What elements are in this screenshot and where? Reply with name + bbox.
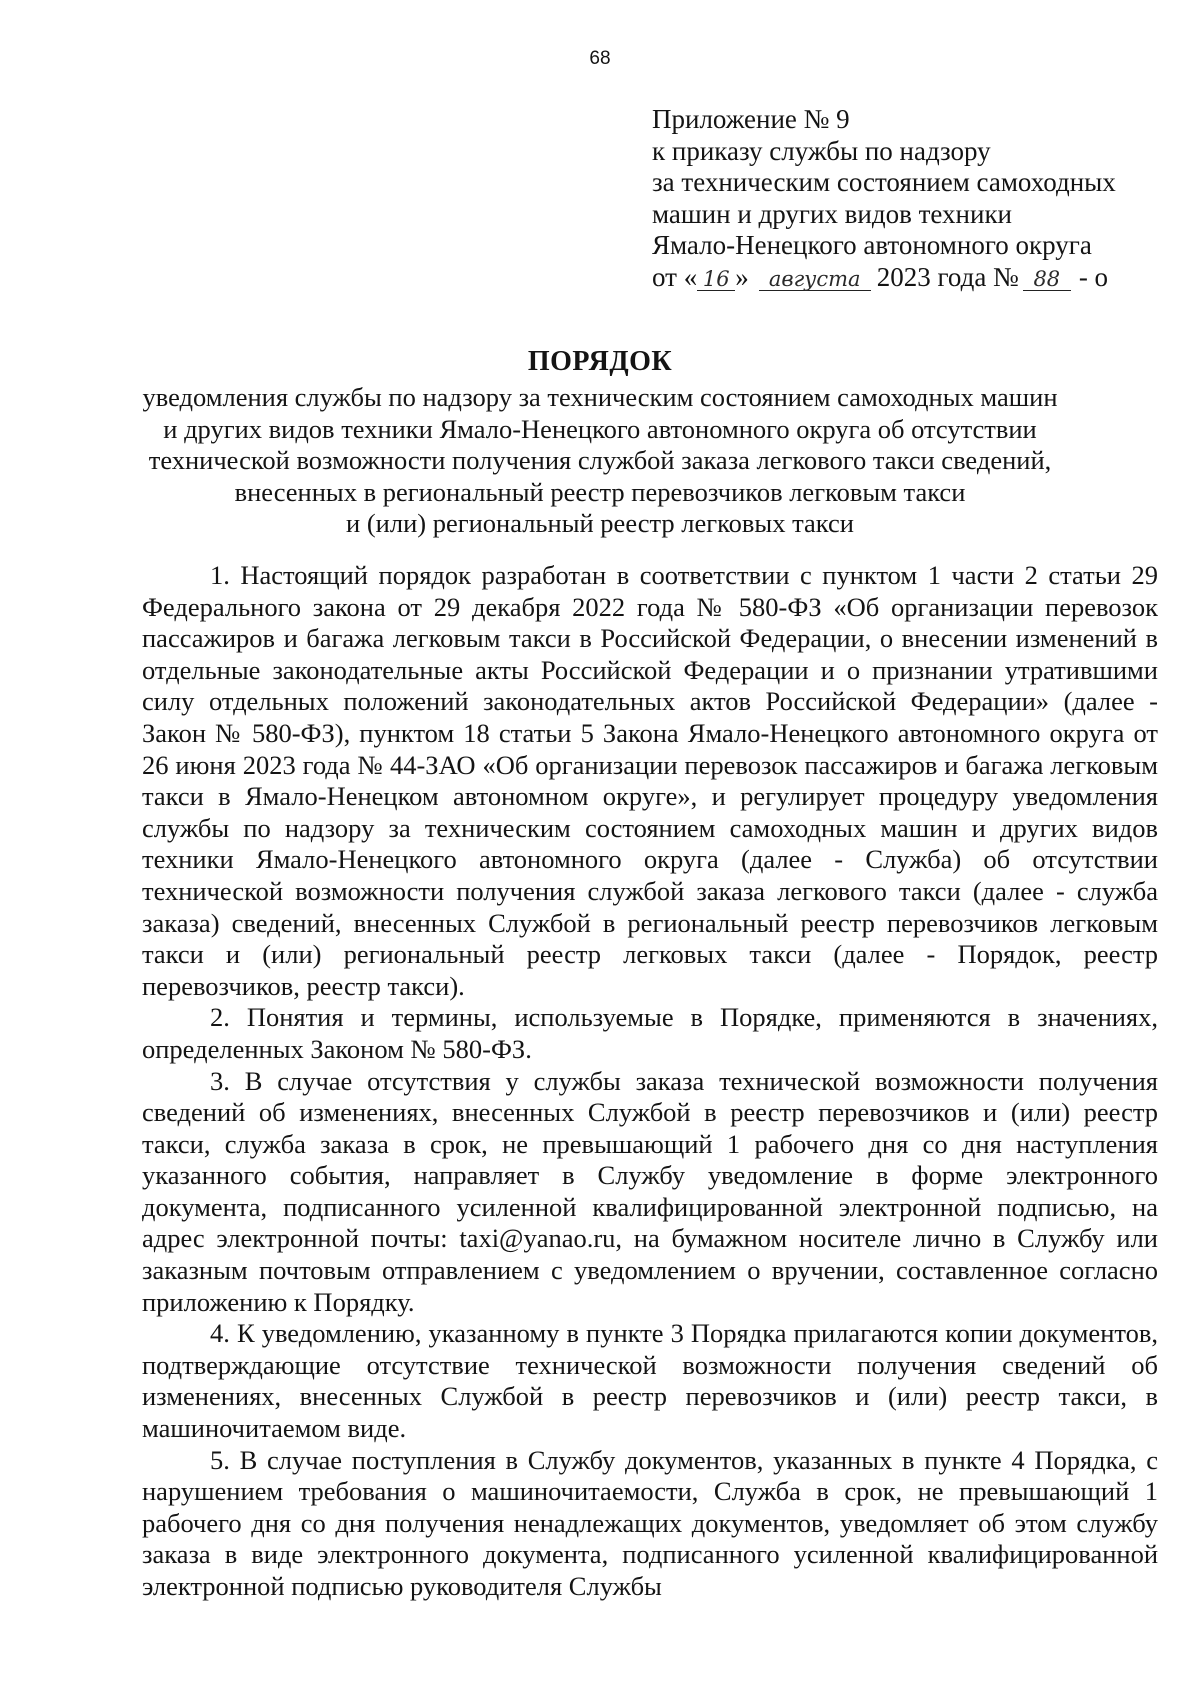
date-year: 2023 года №: [876, 261, 1019, 292]
document-subtitle: [140, 382, 1060, 540]
subtitle-line: и (или) региональный реестр легковых такси: [346, 508, 854, 538]
document-body: [142, 560, 1158, 1603]
subtitle-line: уведомления службы по надзору за техническим состоянием самоходных машин: [142, 382, 1058, 412]
appendix-line: Ямало-Ненецкого автономного округа: [652, 230, 1092, 260]
handwritten-order-number: 88: [1023, 268, 1071, 291]
order-date-line: [652, 262, 1172, 294]
paragraph-1: 1. Настоящий порядок разработан в соответствии с пунктом 1 части 2 статьи 29 Федерального закона от 29 декабря 2022 года № 580-ФЗ «Об организации перевозок пассажиров и багажа легковым такси в Российской Федерации, о внесении изменений в отдельные законодательные акты Российской Федерации и о признании утратившими силу отдельных положений законодательных актов Российской Федерации» (далее - Закон № 580-ФЗ), пунктом 18 статьи 5 Закона Ямало-Ненецкого автономного округа от 26 июня 2023 года № 44-ЗАО «Об организации перевозок пассажиров и багажа легковым такси в Ямало-Ненецком автономном округе», и регулирует процедуру уведомления службы по надзору за техническим состоянием самоходных машин и других видов техники Ямало-Ненецкого автономного округа (далее - Служба) об отсутствии технической возможности получения службой заказа легкового такси (далее - служба заказа) сведений, внесенных Службой в региональный реестр перевозчиков легковым такси и (или) региональный реестр легковых такси (далее - Порядок, реестр перевозчиков, реестр такси).: [142, 560, 1158, 1001]
document-title: ПОРЯДОК: [527, 346, 673, 377]
paragraph-3: 3. В случае отсутствия у службы заказа технической возможности получения сведений об изменениях, внесенных Службой в реестр перевозчиков и (или) реестр такси, служба заказа в срок, не превышающий 1 рабочего дня со дня наступления указанного события, направляет в Службу уведомление в форме электронного документа, подписанного усиленной квалифицированной электронной подписью, на адрес электронной почты: taxi@yanao.ru, на бумажном носителе лично в Службу или заказным почтовым отправлением с уведомлением о вручении, составленное согласно приложению к Порядку.: [142, 1065, 1158, 1317]
date-quote-close: »: [735, 261, 749, 292]
page-number: 68: [589, 48, 611, 69]
appendix-line: машин и других видов техники: [652, 198, 1013, 229]
order-suffix: - о: [1078, 261, 1109, 292]
handwritten-day: 16: [697, 268, 735, 291]
appendix-line: к приказу службы по надзору: [652, 135, 991, 166]
appendix-line: за техническим состоянием самоходных: [652, 167, 1116, 197]
paragraph-2: 2. Понятия и термины, используемые в Порядке, применяются в значениях, определенных Законом № 580-ФЗ.: [142, 1002, 1158, 1064]
handwritten-month: августа: [759, 268, 871, 291]
date-prefix: от «: [652, 261, 698, 292]
subtitle-line: внесенных в региональный реестр перевозчиков легковым такси: [234, 476, 966, 507]
appendix-block: [652, 104, 1172, 293]
subtitle-line: и других видов техники Ямало-Ненецкого автономного округа об отсутствии: [163, 413, 1037, 444]
appendix-line: Приложение № 9: [652, 104, 850, 134]
paragraph-5: 5. В случае поступления в Службу документов, указанных в пункте 4 Порядка, с нарушением требования о машиночитаемости, Служба в срок, не превышающий 1 рабочего дня со дня получения ненадлежащих документов, уведомляет об этом службу заказа в виде электронного документа, подписанного усиленной квалифицированной электронной подписью руководителя Службы: [142, 1444, 1158, 1601]
paragraph-4: 4. К уведомлению, указанному в пункте 3 Порядка прилагаются копии документов, подтверждающие отсутствие технической возможности получения сведений об изменениях, внесенных Службой в реестр перевозчиков и (или) реестр такси, в машиночитаемом виде.: [142, 1318, 1158, 1444]
subtitle-line: технической возможности получения службой заказа легкового такси сведений,: [148, 445, 1052, 475]
